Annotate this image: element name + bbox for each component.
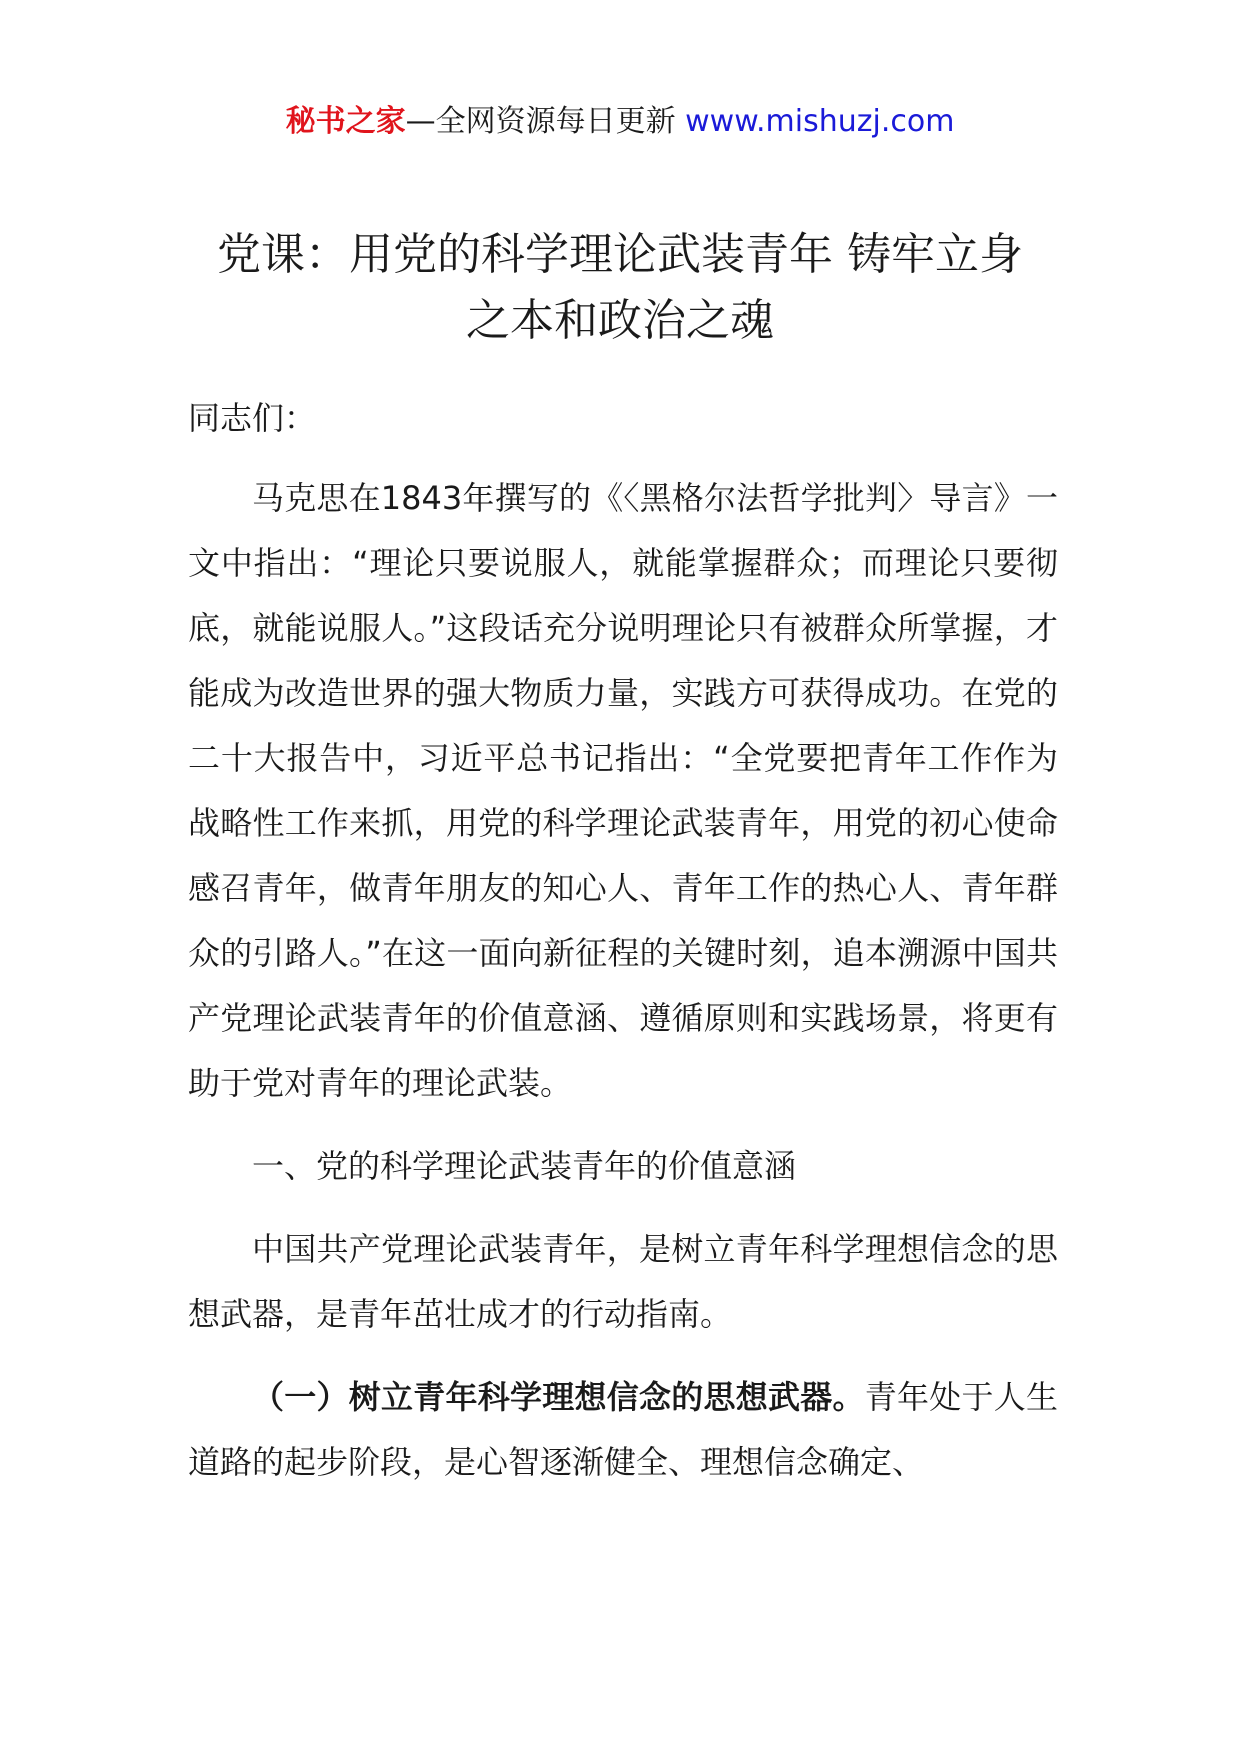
section-1-paragraph: 中国共产党理论武装青年，是树立青年科学理想信念的思想武器，是青年茁壮成才的行动指南。 [188, 1230, 1058, 1333]
subsection-1-heading: （一）树立青年科学理想信念的思想武器。 [252, 1378, 865, 1416]
brand-name: 秘书之家 [285, 104, 406, 139]
title-line-1: 党课：用党的科学理论武装青年 铸牢立身 [217, 229, 1023, 280]
intro-paragraph: 马克思在1843年撰写的《〈黑格尔法哲学批判〉导言》一文中指出：“理论只要说服人，就能掌握群众；而理论只要彻底，就能说服人。”这段话充分说明理论只有被群众所掌握，才能成为改造世界的强大物质力量，实践方可获得成功。在党的二十大报告中，习近平总书记指出：“全党要把青年工作作为战略性工作来抓，用党的科学理论武装青年，用党的初心使命感召青年，做青年朋友的知心人、青年工作的热心人、青年群众的引路人。”在这一面向新征程的关键时刻，追本溯源中国共产党理论武装青年的价值意涵、遵循原则和实践场景，将更有助于党对青年的理论武装。 [188, 479, 1058, 1102]
subsection-1-text: 青年处于人生道路的起步阶段，是心智逐渐健全、理想信念确定、 [188, 1378, 1058, 1481]
title-line-2: 之本和政治之魂 [466, 295, 774, 346]
document-title [170, 222, 1070, 354]
site-header [0, 100, 1240, 144]
subsection-1-paragraph [188, 1365, 1058, 1495]
document-body [188, 386, 1058, 1495]
header-tagline: —全网资源每日更新 [405, 104, 686, 139]
salutation: 同志们： [188, 399, 317, 437]
section-heading-1: 一、党的科学理论武装青年的价值意涵 [252, 1147, 797, 1185]
site-url-link[interactable]: www.mishuzj.com [685, 104, 955, 139]
